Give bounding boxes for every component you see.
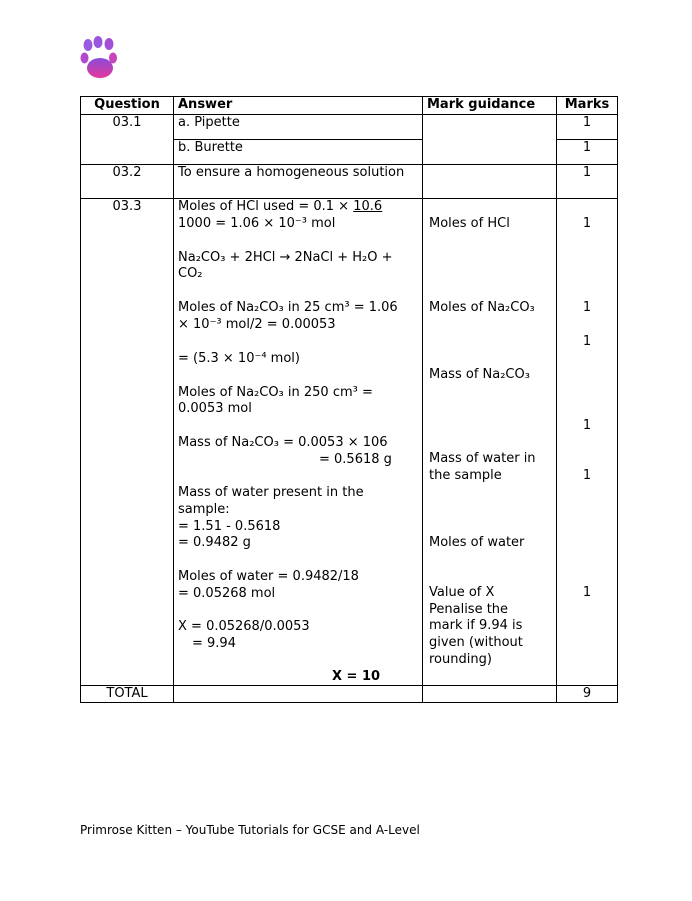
marks-cell: 1 <box>557 139 618 164</box>
answer-line: Mass of Na₂CO₃ = 0.0053 × 106 <box>178 434 388 450</box>
guidance-line: Penalise the <box>429 601 509 617</box>
answer-line: 0.0053 mol <box>178 400 252 416</box>
guidance-cell <box>423 685 557 703</box>
answer-line: = 0.05268 mol <box>178 585 276 601</box>
mark-value: 1 <box>582 333 592 349</box>
guidance-line: Moles of HCl <box>429 215 510 231</box>
answer-line: X = 0.05268/0.0053 <box>178 618 310 634</box>
question-number: 03.3 <box>81 198 174 685</box>
final-answer: X = 10 <box>332 668 381 684</box>
mark-value: 1 <box>582 417 592 433</box>
marks-cell: 1 <box>557 114 618 139</box>
header-answer: Answer <box>174 97 423 115</box>
header-marks: Marks <box>557 97 618 115</box>
answer-line: = 9.94 <box>192 635 236 651</box>
header-question: Question <box>81 97 174 115</box>
guidance-line: Mass of Na₂CO₃ <box>429 366 530 382</box>
equation-line: CO₂ <box>178 265 203 281</box>
total-marks: 9 <box>557 685 618 703</box>
paw-print-icon <box>80 36 120 80</box>
answer-cell <box>174 198 423 685</box>
guidance-line: rounding) <box>429 651 492 667</box>
answer-line: = (5.3 × 10⁻⁴ mol) <box>178 350 300 366</box>
answer-line: Mass of water present in the <box>178 484 364 500</box>
guidance-line: given (without <box>429 634 523 650</box>
answer-line: 1000 = 1.06 × 10⁻³ mol <box>178 215 336 231</box>
answer-line: Moles of Na₂CO₃ in 250 cm³ = <box>178 384 373 400</box>
marks-cell: 1 <box>557 164 618 198</box>
answer-line: sample: <box>178 501 230 517</box>
mark-value: 1 <box>582 215 592 231</box>
guidance-cell <box>423 114 557 164</box>
guidance-line: Moles of Na₂CO₃ <box>429 299 535 315</box>
question-number: 03.1 <box>81 114 174 164</box>
total-label: TOTAL <box>81 685 174 703</box>
answer-cell: a. Pipette <box>174 114 423 139</box>
answer-cell <box>174 685 423 703</box>
answer-line: × 10⁻³ mol/2 = 0.00053 <box>178 316 336 332</box>
guidance-line: Moles of water <box>429 534 525 550</box>
answer-cell: b. Burette <box>174 139 423 164</box>
equation-line: Na₂CO₃ + 2HCl → 2NaCl + H₂O + <box>178 249 393 265</box>
answer-line: = 1.51 - 0.5618 <box>178 518 281 534</box>
answer-line: = 0.9482 g <box>178 534 251 550</box>
marks-cell <box>557 198 618 685</box>
page-footer: Primrose Kitten – YouTube Tutorials for GCSE and A-Level <box>80 823 420 837</box>
mark-value: 1 <box>582 467 592 483</box>
header-guidance: Mark guidance <box>423 97 557 115</box>
guidance-line: the sample <box>429 467 502 483</box>
guidance-cell <box>423 198 557 685</box>
answer-line: Moles of water = 0.9482/18 <box>178 568 359 584</box>
guidance-line: Value of X <box>429 584 495 600</box>
answer-line: = 0.5618 g <box>319 451 392 467</box>
mark-value: 1 <box>582 299 592 315</box>
answer-line: Moles of HCl used = 0.1 × <box>178 198 354 214</box>
answer-line: 10.6 <box>353 198 383 214</box>
question-number: 03.2 <box>81 164 174 198</box>
guidance-line: Mass of water in <box>429 450 536 466</box>
answer-line: Moles of Na₂CO₃ in 25 cm³ = 1.06 <box>178 299 398 315</box>
answer-cell: To ensure a homogeneous solution <box>174 164 423 198</box>
mark-value: 1 <box>582 584 592 600</box>
guidance-line: mark if 9.94 is <box>429 617 523 633</box>
mark-scheme-table <box>80 96 618 703</box>
guidance-cell <box>423 164 557 198</box>
